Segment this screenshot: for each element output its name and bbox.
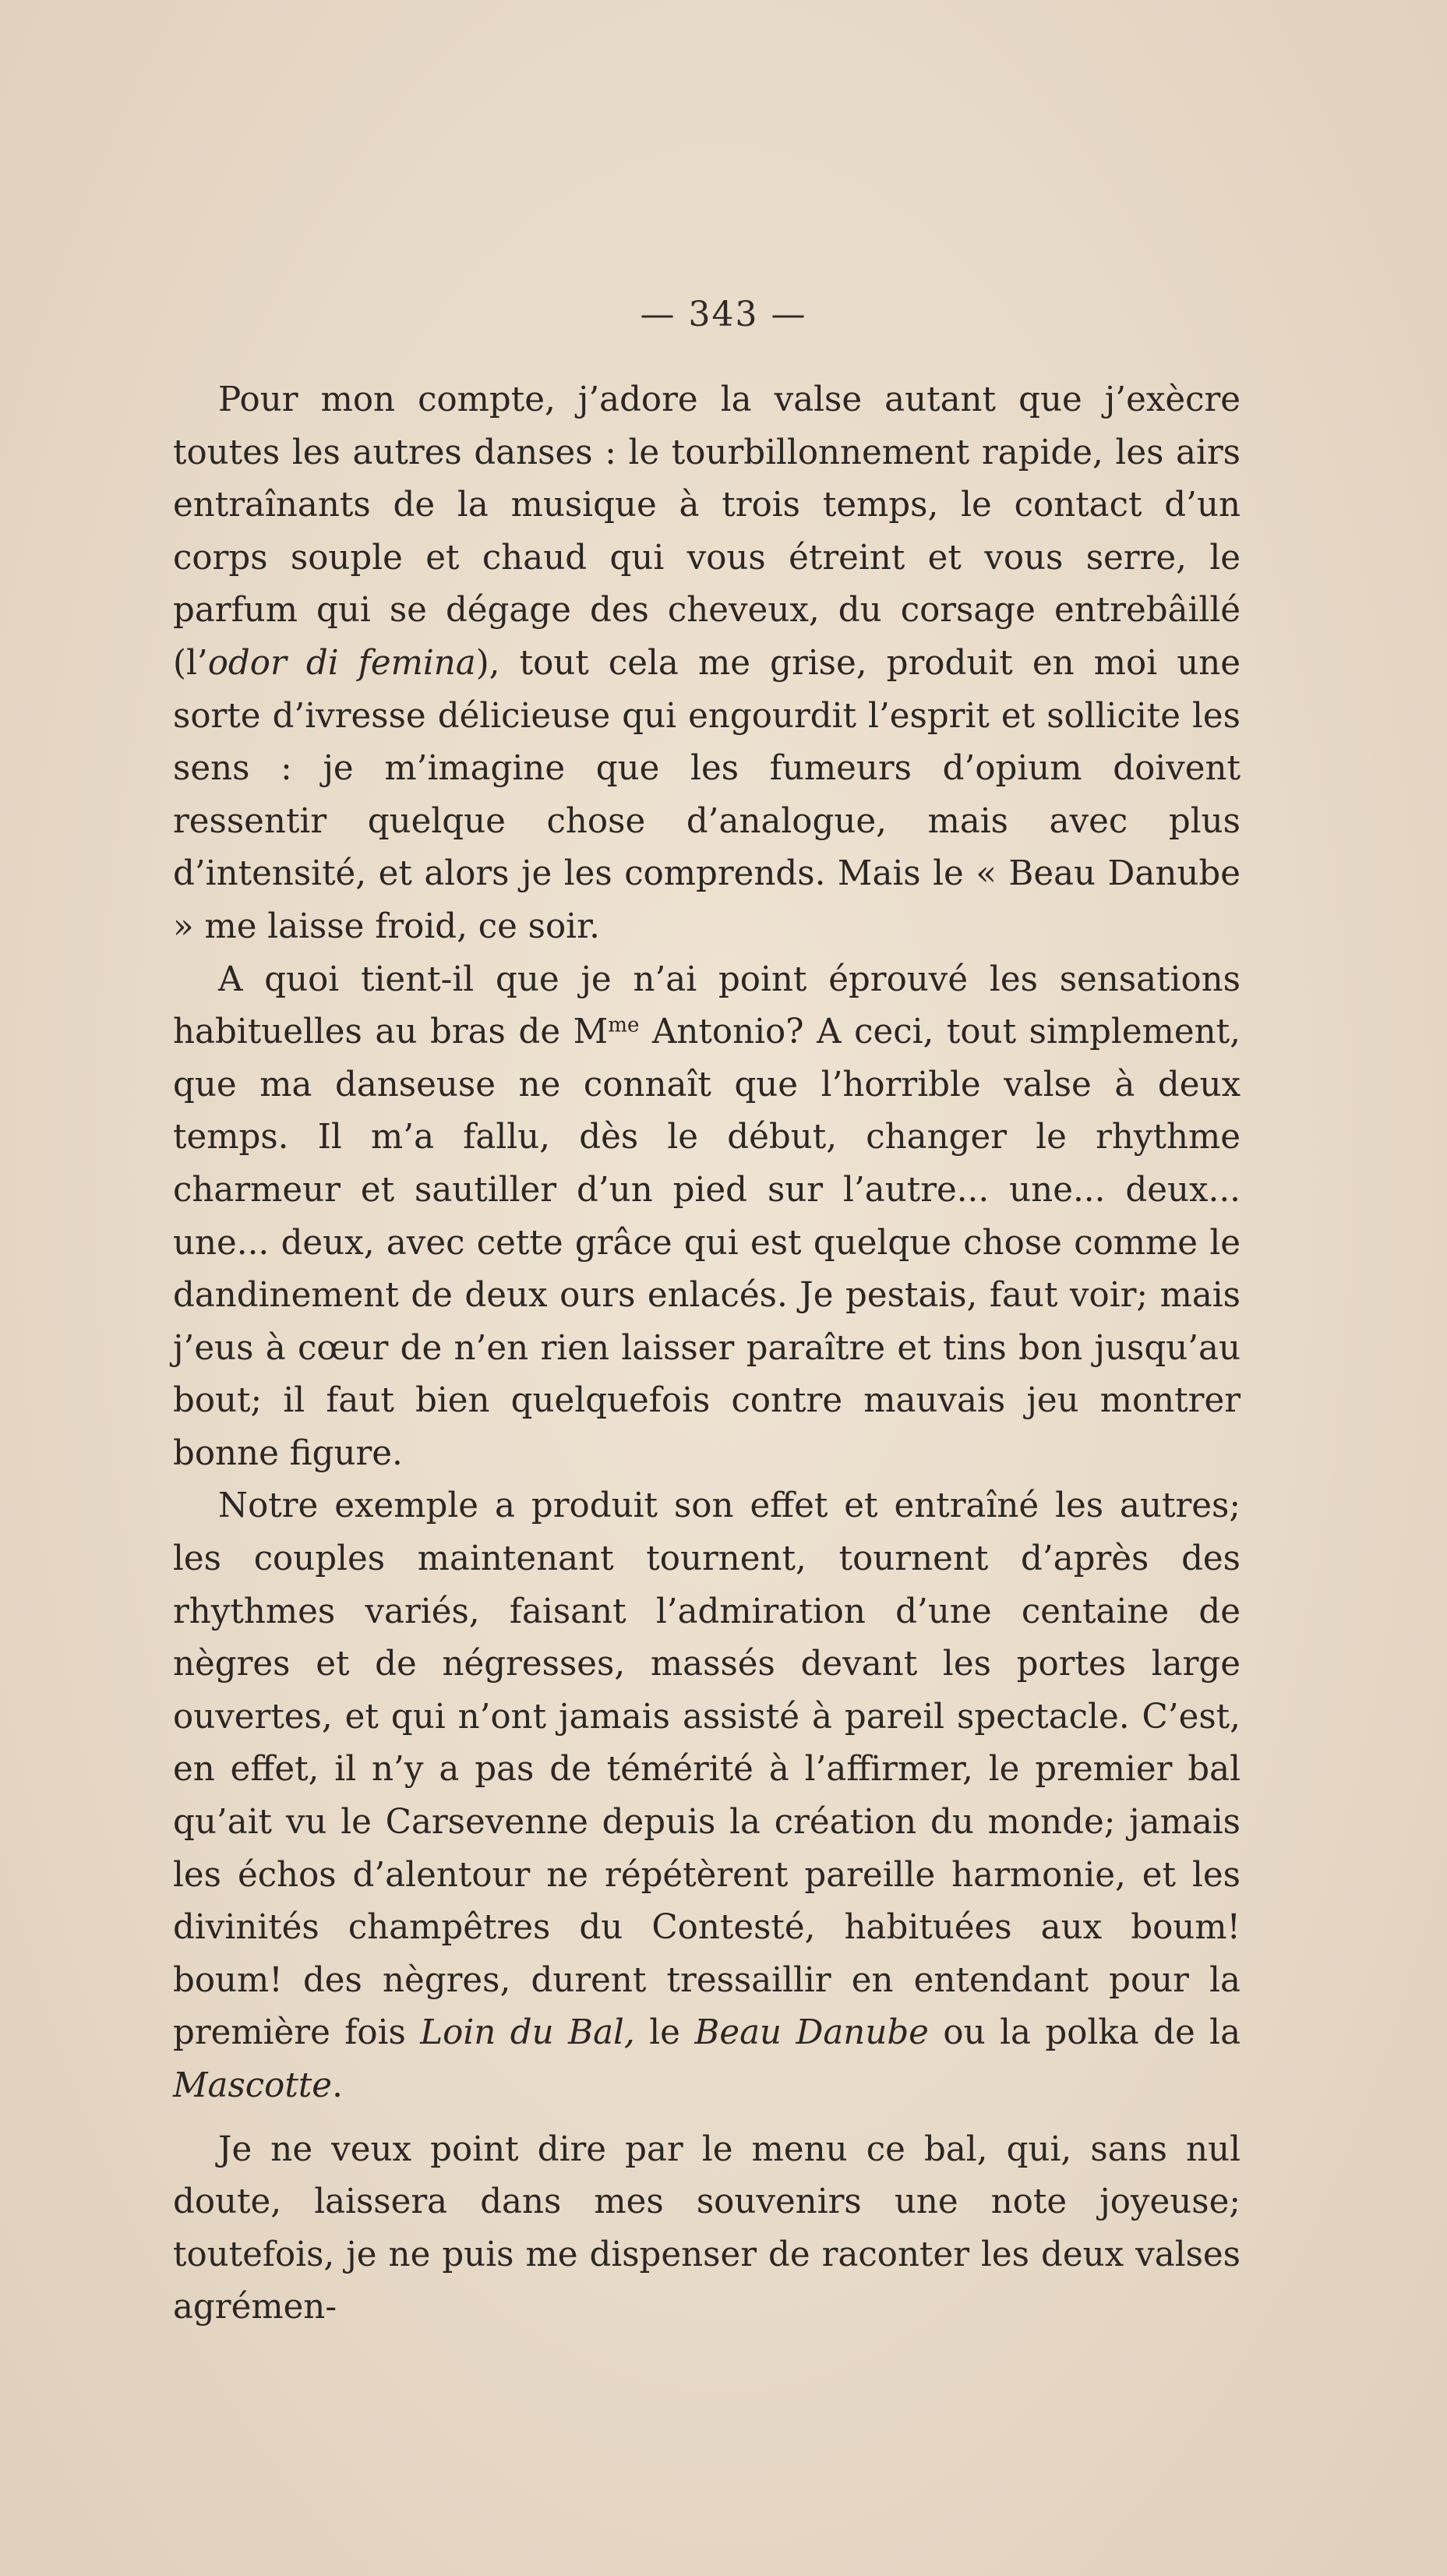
paragraph-3-italic-title-3: Mascotte	[173, 2066, 333, 2105]
paragraph-3-text-c: ou la polka de la	[928, 2013, 1241, 2053]
page-number-header: — 343 —	[640, 295, 807, 334]
paragraph-4	[173, 2124, 1241, 2334]
paragraph-3-text-a: Notre exemple a produit son effet et entraîné les autres; les couples maintenant tournent, tournent d’après des rhythmes variés, faisant l’admiration d’une centaine de nègres et de négresses, massés devant les portes large ouvertes, et qui n’ont jamais assisté à pareil spectacle. C’est, en effet, il n’y a pas de témérité à l’affirmer, le premier bal qu’ait vu le Carsevenne depuis la création du monde; jamais les échos d’alentour ne répétèrent pareille harmonie, et les divinités champêtres du Contesté, habituées aux boum! boum! des nègres, durent tressaillir en entendant pour la première fois	[173, 1486, 1241, 2053]
paragraph-3-text-d: .	[332, 2066, 343, 2105]
paragraph-2-superscript: me	[608, 1013, 640, 1037]
paragraph-3-italic-title-2: Beau Danube	[694, 2013, 929, 2053]
paragraph-2-text-a: A quoi tient-il que je n’ai point éprouvé les sensations habituelles au bras de M	[173, 959, 1241, 1052]
body-text	[173, 374, 1241, 2334]
paragraph-1-italic-phrase: odor di femina	[207, 643, 476, 683]
paragraph-1	[173, 374, 1241, 954]
paragraph-4-text: Je ne veux point dire par le menu ce bal, qui, sans nul doute, laissera dans mes souvenirs une note joyeuse; toutefois, je ne puis me dispenser de raconter les deux valses agrémen-	[173, 2129, 1241, 2327]
paragraph-1-text-b: ), tout cela me grise, produit en moi une sorte d’ivresse délicieuse qui engourdit l’esprit et sollicite les sens : je m’imagine que les fumeurs d’opium doivent ressentir quelque chose d’analogue, mais avec plus d’intensité, et alors je les comprends. Mais le « Beau Danube » me laisse froid, ce soir.	[173, 643, 1241, 946]
paragraph-2	[173, 954, 1241, 1481]
paragraph-3-italic-title-1: Loin du Bal,	[420, 2013, 635, 2053]
paragraph-1-text-a: Pour mon compte, j’adore la valse autant que j’exècre toutes les autres danses : le tourbillonnement rapide, les airs entraînants de la musique à trois temps, le contact d’un corps souple et chaud qui vous étreint et vous serre, le parfum qui se dégage des cheveux, du corsage entrebâillé (l’	[173, 380, 1241, 683]
paragraph-3	[173, 1480, 1241, 2112]
paragraph-3-text-b: le	[634, 2013, 695, 2053]
paragraph-2-text-b: Antonio? A ceci, tout simplement, que ma danseuse ne connaît que l’horrible valse à deux temps. Il m’a fallu, dès le début, changer le rhythme charmeur et sautiller d’un pied sur l’autre... une... deux... une... deux, avec cette grâce qui est quelque chose comme le dandinement de deux ours enlacés. Je pestais, faut voir; mais j’eus à cœur de n’en rien laisser paraître et tins bon jusqu’au bout; il faut bien quelquefois contre mauvais jeu montrer bonne figure.	[173, 1012, 1241, 1473]
